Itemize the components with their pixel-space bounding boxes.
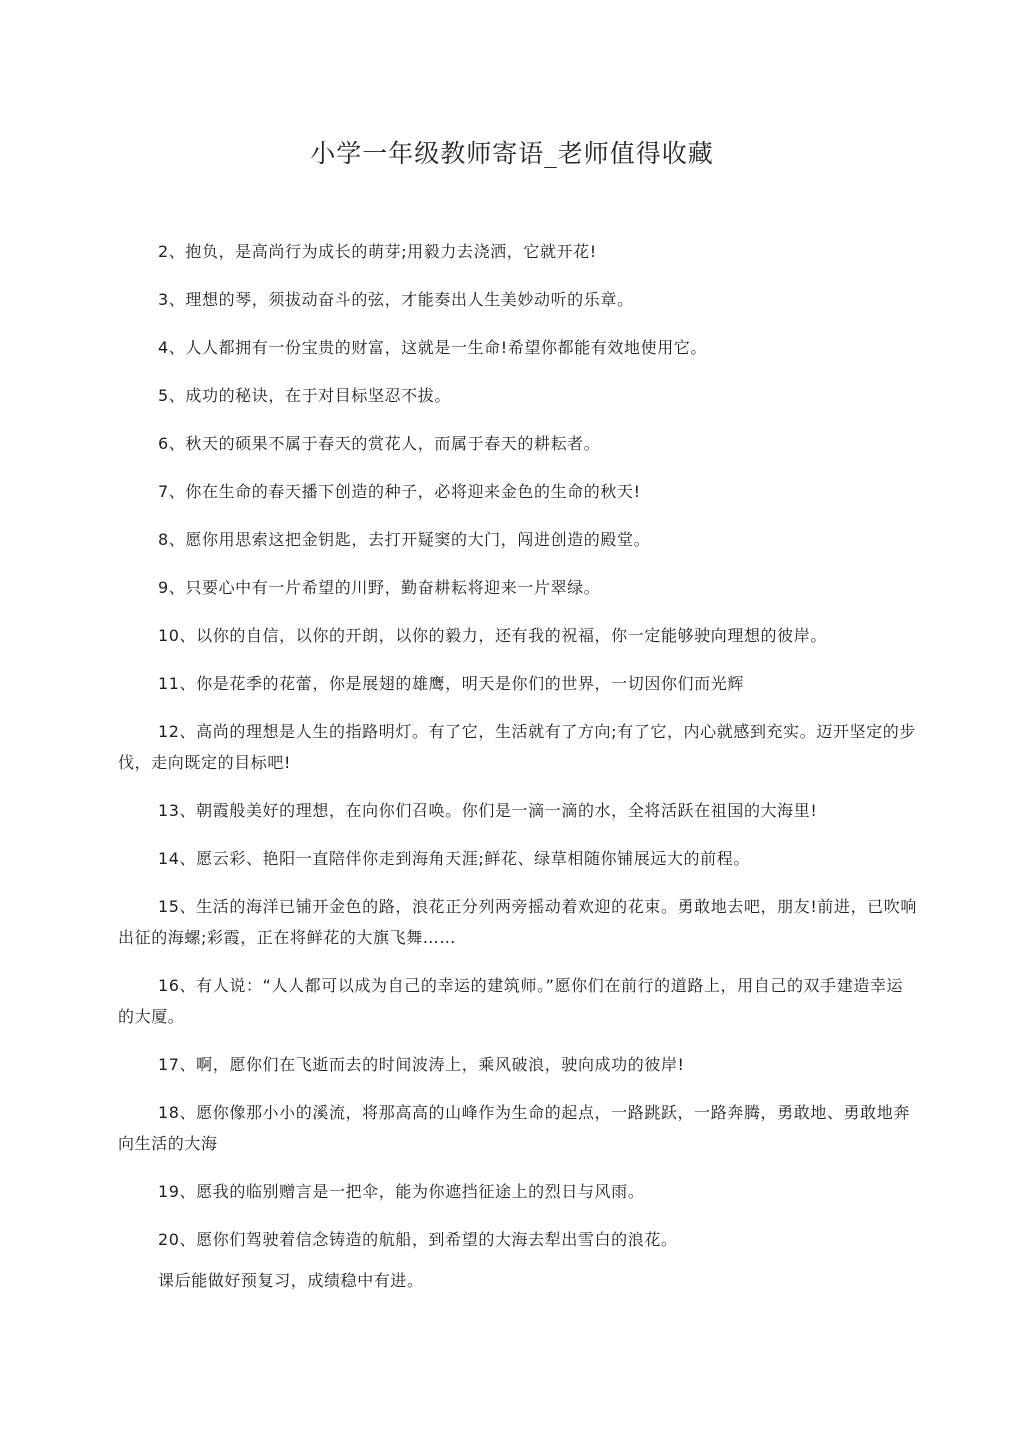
paragraph: 16、有人说：“人人都可以成为自己的幸运的建筑师。”愿你们在前行的道路上，用自己的双手建造幸运的大厦。 [118,976,904,1026]
paragraph: 19、愿我的临别赠言是一把伞，能为你遮挡征途上的烈日与风雨。 [158,1182,645,1201]
paragraph: 13、朝霞般美好的理想，在向你们召唤。你们是一滴一滴的水，全将活跃在祖国的大海里! [158,801,818,820]
paragraph: 3、理想的琴，须拔动奋斗的弦，才能奏出人生美妙动听的乐章。 [158,290,634,309]
paragraph: 5、成功的秘诀，在于对目标坚忍不拔。 [158,386,451,405]
paragraph: 8、愿你用思索这把金钥匙，去打开疑窦的大门，闯进创造的殿堂。 [158,530,651,549]
paragraph: 18、愿你像那小小的溪流，将那高高的山峰作为生命的起点，一路跳跃，一路奔腾，勇敢地、勇敢地奔向生活的大海 [118,1103,910,1153]
paragraph: 6、秋天的硕果不属于春天的赏花人，而属于春天的耕耘者。 [158,434,601,453]
paragraph: 7、你在生命的春天播下创造的种子，必将迎来金色的生命的秋天! [158,482,641,501]
paragraph: 15、生活的海洋已铺开金色的路，浪花正分列两旁摇动着欢迎的花束。勇敢地去吧，朋友!前进，已吹响出征的海螺;彩霞，正在将鲜花的大旗飞舞…… [118,897,917,947]
paragraph: 17、啊，愿你们在飞逝而去的时间波涛上，乘风破浪，驶向成功的彼岸! [158,1055,685,1074]
paragraph: 4、人人都拥有一份宝贵的财富，这就是一生命!希望你都能有效地使用它。 [158,338,707,357]
closing-paragraph: 课后能做好预复习，成绩稳中有进。 [158,1271,424,1290]
paragraph: 11、你是花季的花蕾，你是展翅的雄鹰，明天是你们的世界，一切因你们而光辉 [158,674,744,693]
paragraph: 9、只要心中有一片希望的川野，勤奋耕耘将迎来一片翠绿。 [158,578,601,597]
paragraph: 12、高尚的理想是人生的指路明灯。有了它，生活就有了方向;有了它，内心就感到充实。迈开坚定的步伐，走向既定的目标吧! [118,722,916,772]
document-title: 小学一年级教师寄语_老师值得收藏 [310,139,714,168]
document-body [118,236,918,1313]
paragraph: 10、以你的自信，以你的开朗，以你的毅力，还有我的祝福，你一定能够驶向理想的彼岸。 [158,626,827,645]
paragraph: 20、愿你们驾驶着信念铸造的航船，到希望的大海去犁出雪白的浪花。 [158,1230,678,1249]
paragraph: 2、抱负，是高尚行为成长的萌芽;用毅力去浇洒，它就开花! [158,242,597,261]
paragraph: 14、愿云彩、艳阳一直陪伴你走到海角天涯;鲜花、绿草相随你铺展远大的前程。 [158,849,750,868]
